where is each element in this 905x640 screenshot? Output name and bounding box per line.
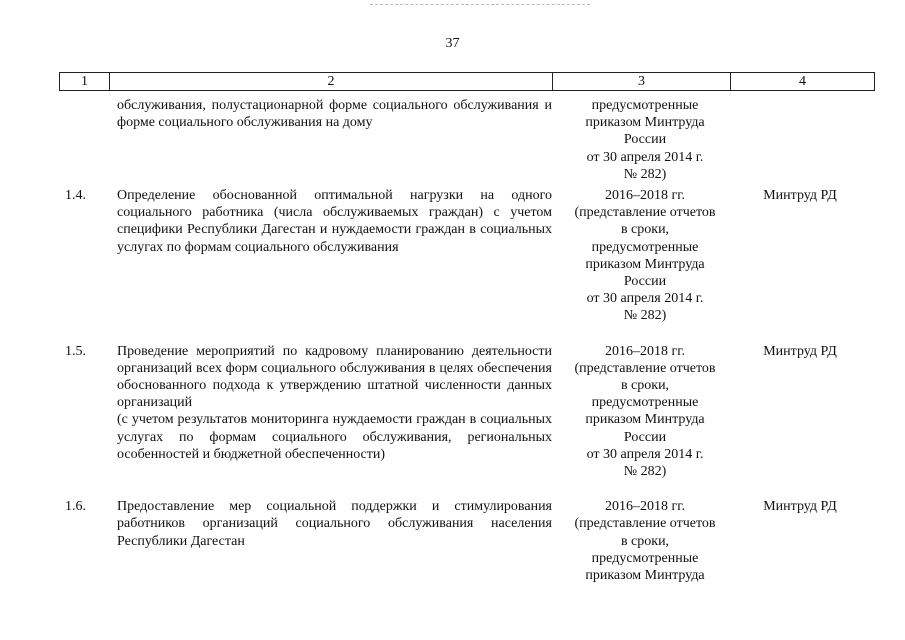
period-line: приказом Минтруда	[585, 115, 705, 131]
period-line: 2016–2018 гг.	[605, 188, 685, 203]
header-col-1: 1	[60, 73, 110, 91]
header-col-3: 3	[553, 73, 731, 91]
period-line: приказом Минтруда	[585, 568, 705, 584]
period-line: в сроки,	[620, 378, 670, 394]
period-line: от 30 апреля 2014 г.	[586, 446, 704, 462]
row-period	[560, 498, 730, 584]
period-line: предусмотренные	[591, 239, 699, 255]
row-text-paragraph: обслуживания, полустационарной форме социального обслуживания и форме социального обслуживания на дому	[117, 98, 552, 131]
period-line: от 30 апреля 2014 г.	[586, 291, 704, 307]
row-text-paragraph: (с учетом результатов мониторинга нуждаемости граждан в социальных услугах по формам социального обслуживания, региональных особенностей и бюджетной обеспеченности)	[117, 412, 552, 462]
period-line: России	[623, 132, 667, 148]
period-line: № 282)	[623, 464, 667, 480]
row-text	[117, 343, 552, 481]
row-text-paragraph: Предоставление мер социальной поддержки и стимулирования работников организаций социального обслуживания населения Республики Дагестан	[117, 499, 552, 549]
period-line: России	[623, 429, 667, 445]
row-text-paragraph: Определение обоснованной оптимальной нагрузки на одного социального работника (числа обслуживаемых граждан) с учетом специфики Республики Дагестан и нуждаемости граждан в социальных услугах по формам социального обслуживания	[117, 188, 552, 255]
row-text	[117, 187, 552, 325]
period-line: № 282)	[623, 308, 667, 324]
row-number: 1.6.	[65, 499, 86, 515]
row-period	[560, 97, 730, 182]
period-line: в сроки,	[620, 533, 670, 549]
scan-artifact	[370, 4, 590, 9]
header-col-2: 2	[110, 73, 553, 91]
row-responsible	[730, 97, 870, 177]
period-line: предусмотренные	[591, 98, 699, 113]
period-line: в сроки,	[620, 222, 670, 238]
period-line: 2016–2018 гг.	[605, 499, 685, 515]
period-line: предусмотренные	[591, 550, 699, 566]
table-row	[59, 343, 874, 481]
row-period	[560, 343, 730, 481]
table-row	[59, 97, 874, 182]
period-line: (представление отчетов	[574, 205, 716, 221]
period-line: от 30 апреля 2014 г.	[586, 149, 704, 165]
row-text	[117, 97, 552, 177]
period-line: (представление отчетов	[574, 360, 716, 376]
period-line: предусмотренные	[591, 395, 699, 411]
page-number: 37	[445, 36, 460, 51]
period-line: приказом Минтруда	[585, 256, 705, 272]
row-responsible: Минтруд РД	[763, 188, 837, 203]
header-col-4: 4	[731, 73, 875, 91]
row-responsible: Минтруд РД	[763, 499, 837, 515]
row-number	[59, 97, 109, 177]
row-responsible: Минтруд РД	[763, 343, 837, 359]
period-line: приказом Минтруда	[585, 412, 705, 428]
period-line: № 282)	[623, 166, 667, 182]
row-number: 1.4.	[65, 188, 86, 203]
table-row	[59, 187, 874, 325]
table-row	[59, 498, 874, 584]
row-text-paragraph: Проведение мероприятий по кадровому планированию деятельности организаций всех форм социального обслуживания в целях обеспечения обоснованного подхода к утверждению штатной численности данных организаций	[117, 343, 552, 411]
table-header	[59, 72, 875, 91]
row-period	[560, 187, 730, 325]
period-line: России	[623, 274, 667, 290]
period-line: (представление отчетов	[574, 516, 716, 532]
period-line: 2016–2018 гг.	[605, 343, 685, 359]
row-number: 1.5.	[65, 343, 86, 359]
table-body	[59, 97, 874, 584]
row-text	[117, 498, 552, 584]
